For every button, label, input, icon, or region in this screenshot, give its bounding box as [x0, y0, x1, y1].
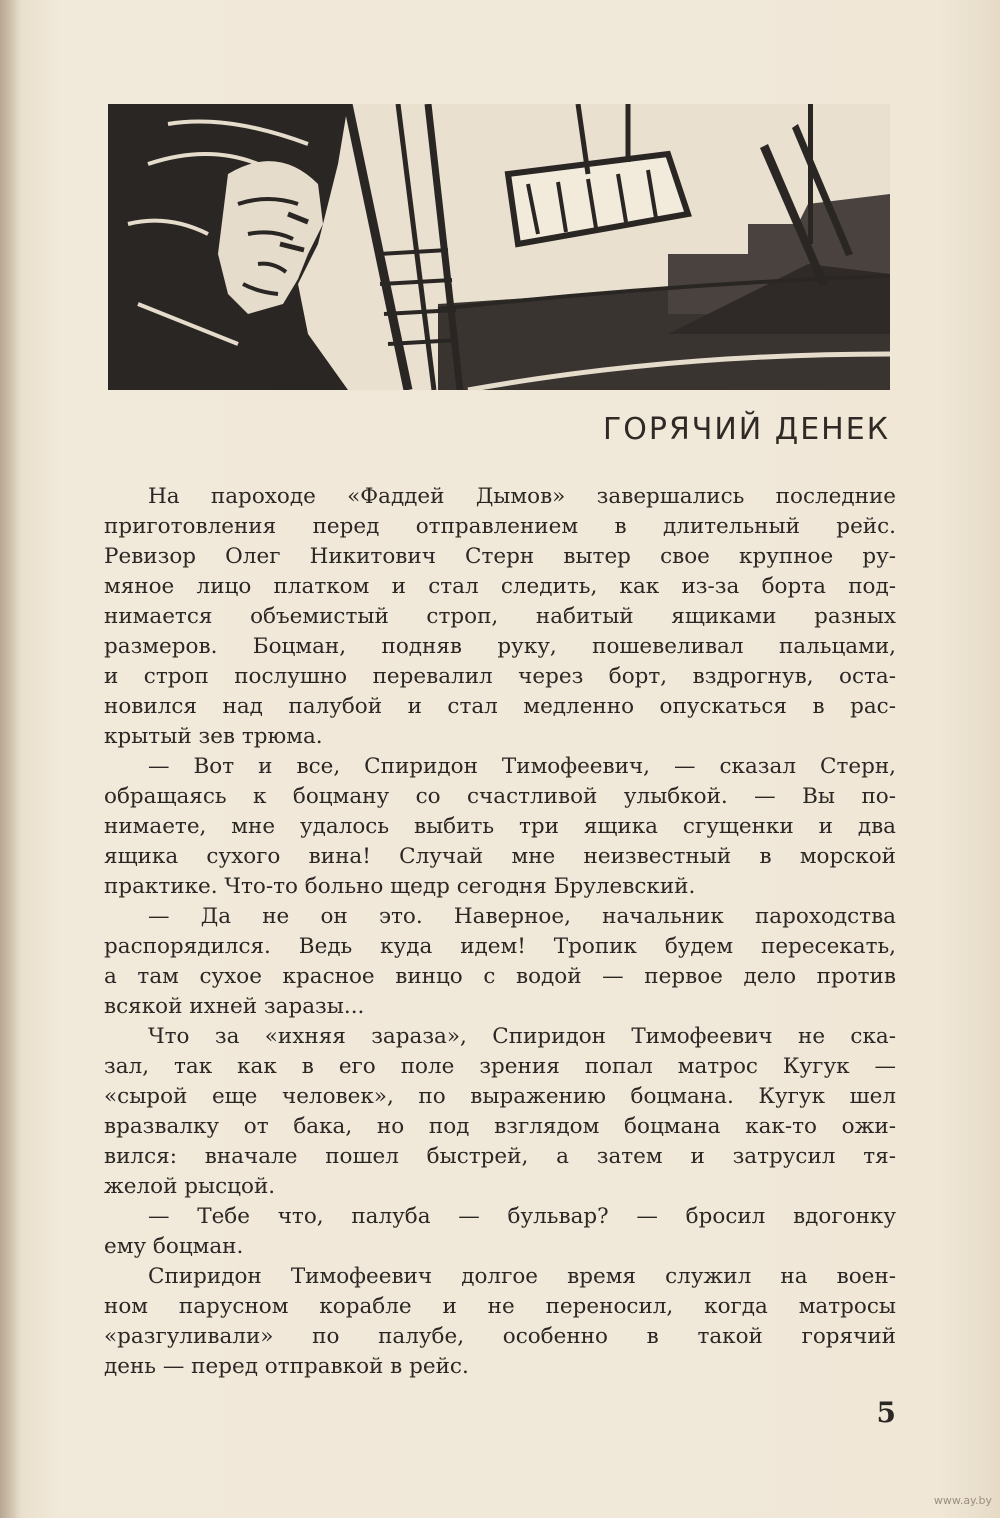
text-line: желой рысцой.: [104, 1174, 276, 1199]
text-line: «сырой еще человек», по выражению боцмана. Кугук шел: [104, 1084, 896, 1109]
gutter-shadow: [0, 0, 22, 1518]
text-line: Спиридон Тимофеевич долгое время служил на воен-: [148, 1264, 896, 1289]
text-line: нимается объемистый строп, набитый ящиками разных: [104, 604, 896, 629]
text-line: вился: вначале пошел быстрей, а затем и затрусил тя-: [104, 1144, 896, 1169]
text-line: вразвалку от бака, но под взглядом боцмана как-то ожи-: [104, 1114, 896, 1139]
watermark: www.ay.by: [933, 1494, 992, 1507]
text-line: обращаясь к боцману со счастливой улыбкой. — Вы по-: [104, 784, 896, 809]
text-line: крытый зев трюма.: [104, 724, 323, 749]
text-line: день — перед отправкой в рейс.: [104, 1354, 469, 1379]
text-line: и строп послушно перевалил через борт, вздрогнув, оста-: [104, 664, 896, 689]
text-line: Что за «ихняя зараза», Спиридон Тимофеевич не ска-: [148, 1024, 896, 1049]
text-line: нимаете, мне удалось выбить три ящика сгущенки и два: [104, 814, 896, 839]
text-line: — Да не он это. Наверное, начальник пароходства: [148, 904, 896, 929]
text-line: ном парусном корабле и не переносил, когда матросы: [104, 1294, 896, 1319]
text-line: а там сухое красное винцо с водой — первое дело против: [104, 964, 896, 989]
text-line: — Тебе что, палуба — бульвар? — бросил вдогонку: [148, 1204, 896, 1229]
text-line: «разгуливали» по палубе, особенно в такой горячий: [104, 1324, 896, 1349]
text-line: ящика сухого вина! Случай мне неизвестный в морской: [104, 844, 896, 869]
text-line: мяное лицо платком и стал следить, как из-за борта под-: [104, 574, 896, 599]
page-number: 5: [876, 1396, 896, 1429]
text-line: размеров. Боцман, подняв руку, пошевеливал пальцами,: [104, 634, 896, 659]
chapter-illustration: [108, 104, 890, 390]
text-line: новился над палубой и стал медленно опускаться в рас-: [104, 694, 896, 719]
text-line: зал, так как в его поле зрения попал матрос Кугук —: [104, 1054, 896, 1079]
text-line: Ревизор Олег Никитович Стерн вытер свое крупное ру-: [104, 544, 896, 569]
woodcut-illustration: [108, 104, 890, 390]
body-text: [104, 482, 896, 1382]
chapter-title: ГОРЯЧИЙ ДЕНЕК: [602, 412, 890, 447]
text-line: распорядился. Ведь куда идем! Тропик будем пересекать,: [104, 934, 896, 959]
text-line: — Вот и все, Спиридон Тимофеевич, — сказал Стерн,: [148, 754, 896, 779]
text-line: всякой ихней заразы...: [104, 994, 365, 1019]
text-line: практике. Что-то больно щедр сегодня Брулевский.: [104, 874, 696, 899]
text-line: приготовления перед отправлением в длительный рейс.: [104, 514, 896, 539]
text-line: ему боцман.: [104, 1234, 244, 1259]
text-line: На пароходе «Фаддей Дымов» завершались последние: [148, 484, 896, 509]
